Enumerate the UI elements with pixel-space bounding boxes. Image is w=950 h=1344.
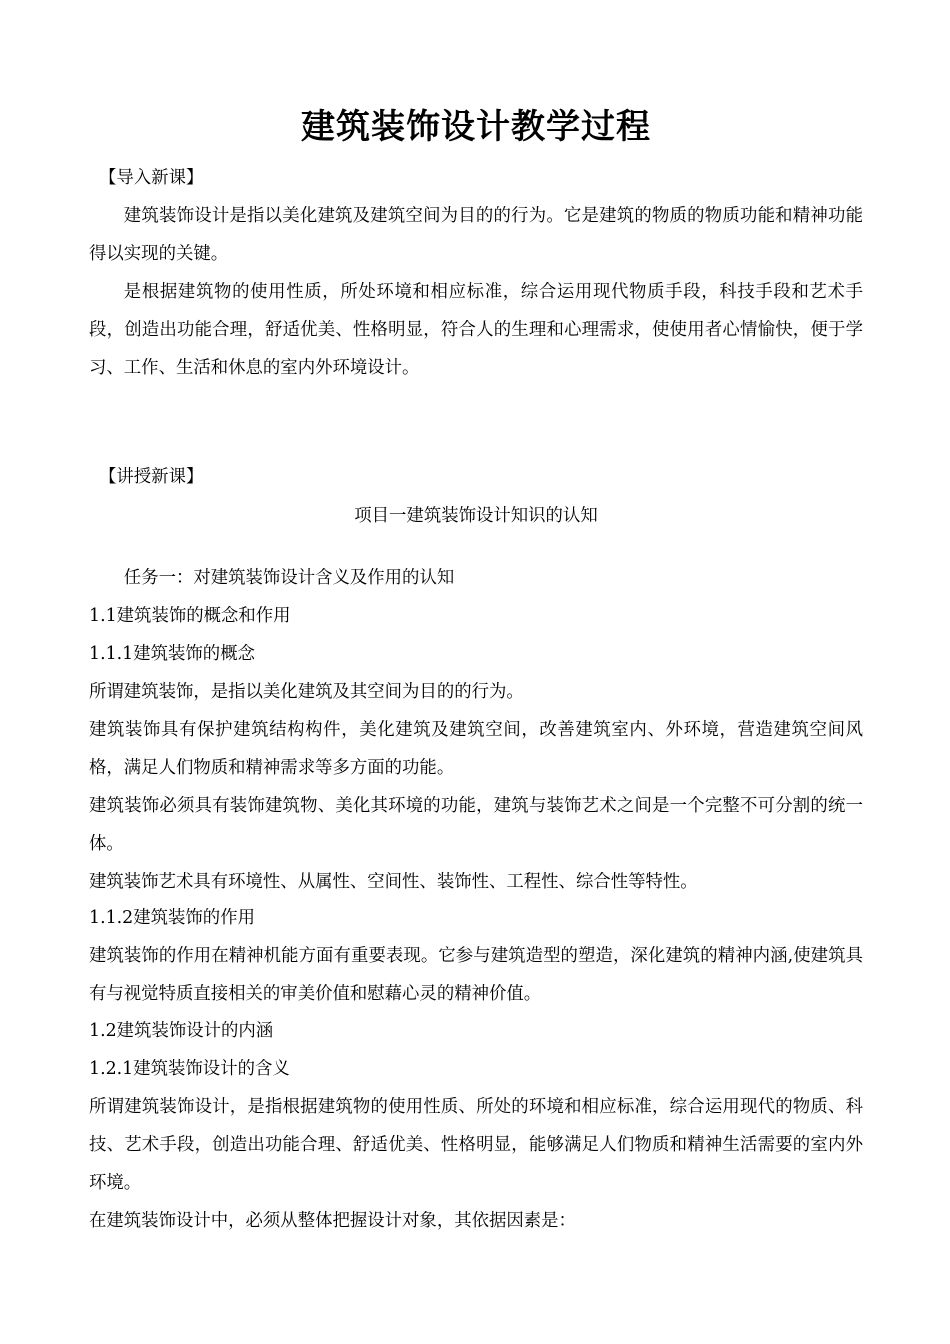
heading-1-2-1: 1.2.1建筑装饰设计的含义 <box>89 1059 290 1079</box>
heading-1-1-1: 1.1.1建筑装饰的概念 <box>89 644 255 664</box>
section-heading-intro: 【导入新课】 <box>99 168 204 188</box>
concept-paragraph-2: 建筑装饰具有保护建筑结构构件，美化建筑及建筑空间，改善建筑室内、外环境，营造建筑空间风格，满足人们物质和精神需求等多方面的功能。 <box>89 720 863 778</box>
role-paragraph-1: 建筑装饰的作用在精神机能方面有重要表现。它参与建筑造型的塑造，深化建筑的精神内涵,使建筑具有与视觉特质直接相关的审美价值和慰藉心灵的精神价值。 <box>89 946 863 1004</box>
heading-1-1-2: 1.1.2建筑装饰的作用 <box>89 908 255 928</box>
meaning-paragraph-2: 在建筑装饰设计中，必须从整体把握设计对象，其依据因素是： <box>89 1211 576 1231</box>
meaning-paragraph-1: 所谓建筑装饰设计，是指根据建筑物的使用性质、所处的环境和相应标准，综合运用现代的物质、科技、艺术手段，创造出功能合理、舒适优美、性格明显，能够满足人们物质和精神生活需要的室内外环境。 <box>89 1097 863 1193</box>
concept-paragraph-4: 建筑装饰艺术具有环境性、从属性、空间性、装饰性、工程性、综合性等特性。 <box>89 872 698 892</box>
concept-paragraph-3: 建筑装饰必须具有装饰建筑物、美化其环境的功能，建筑与装饰艺术之间是一个完整不可分割的统一体。 <box>89 796 863 854</box>
section-heading-lecture: 【讲授新课】 <box>99 467 204 487</box>
intro-paragraph-1: 建筑装饰设计是指以美化建筑及建筑空间为目的的行为。它是建筑的物质的物质功能和精神功能得以实现的关键。 <box>89 206 863 264</box>
document-title: 建筑装饰设计教学过程 <box>301 107 651 147</box>
intro-paragraph-2: 是根据建筑物的使用性质，所处环境和相应标准，综合运用现代物质手段，科技手段和艺术手段，创造出功能合理，舒适优美、性格明显，符合人的生理和心理需求，使使用者心情愉快，便于学习、工作、生活和休息的室内外环境设计。 <box>89 282 863 378</box>
task-title: 任务一：对建筑装饰设计含义及作用的认知 <box>123 568 455 588</box>
heading-1-1: 1.1建筑装饰的概念和作用 <box>89 606 291 626</box>
heading-1-2: 1.2建筑装饰设计的内涵 <box>89 1021 274 1041</box>
project-title: 项目一建筑装饰设计知识的认知 <box>354 506 598 526</box>
concept-paragraph-1: 所谓建筑装饰，是指以美化建筑及其空间为目的的行为。 <box>89 682 524 702</box>
